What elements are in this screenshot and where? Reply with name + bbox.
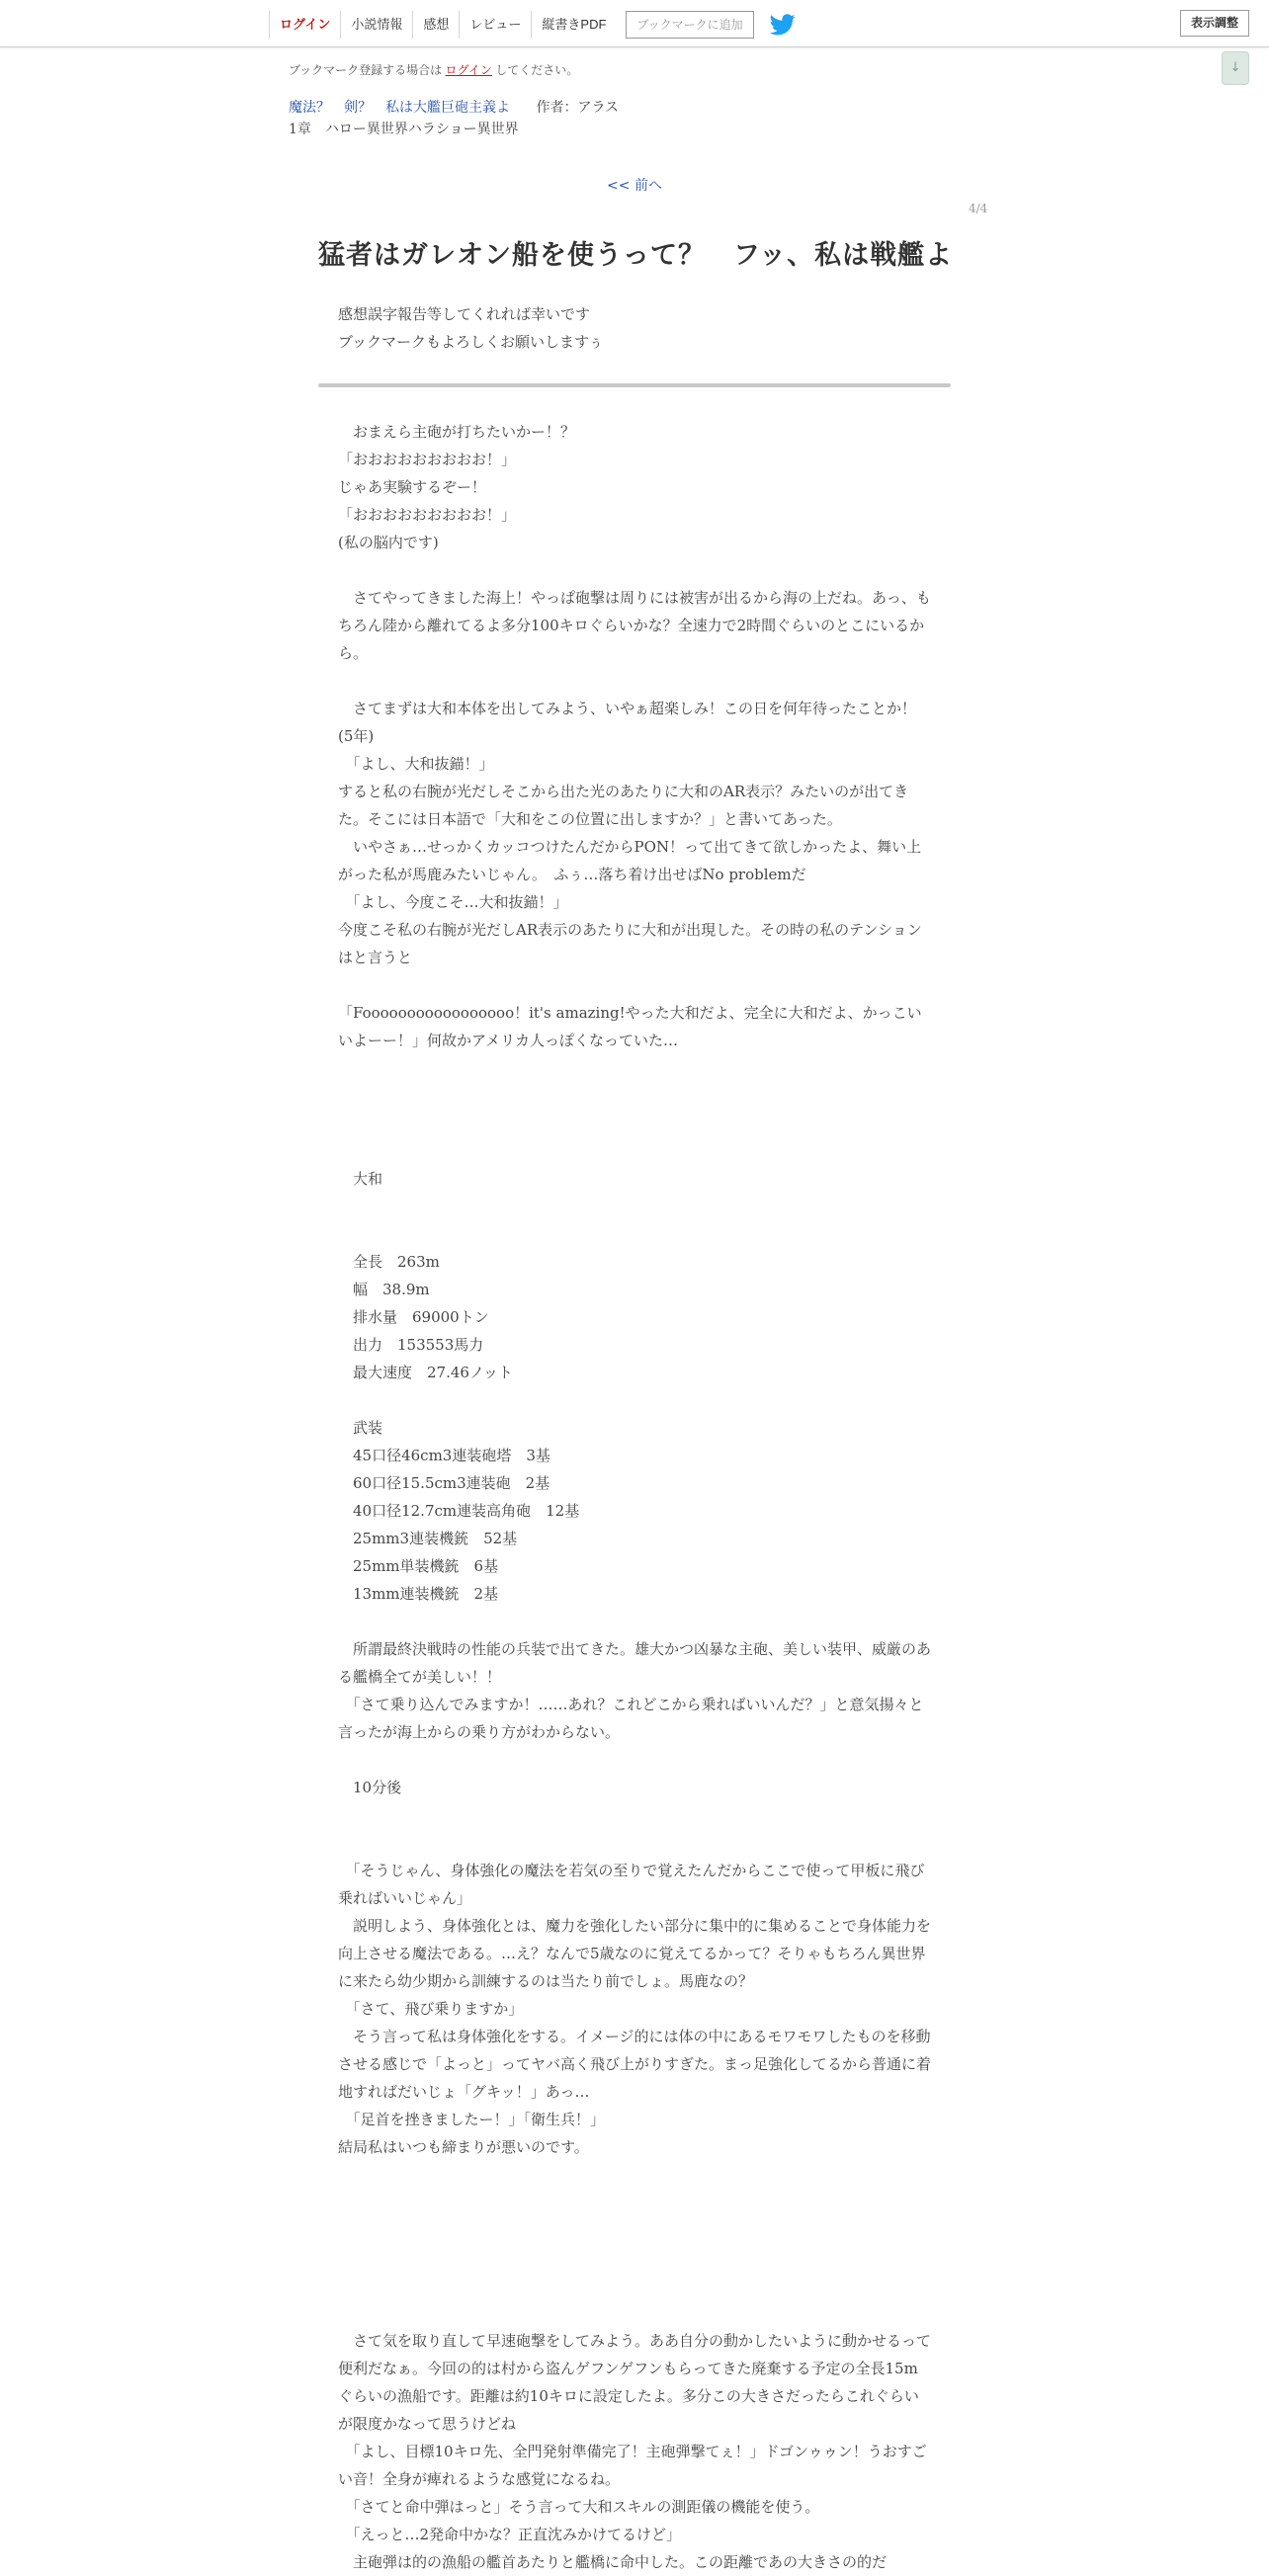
- display-settings-button[interactable]: 表示調整: [1180, 10, 1249, 37]
- body-line: 武装: [338, 1419, 383, 1437]
- body-line: 45口径46cm3連装砲塔 3基: [338, 1447, 550, 1464]
- login-note: [289, 61, 578, 78]
- body-line: 「そうじゃん、身体強化の魔法を若気の至りで覚えたんだからここで使って甲板に飛び乗ればいいじゃん」: [338, 1862, 925, 1907]
- body-line: 13mm連装機銃 2基: [338, 1585, 499, 1603]
- body-line: [338, 2216, 931, 2244]
- body-line: [338, 971, 931, 999]
- chapter-title: 1章 ハロー異世界ハラショー異世界: [289, 122, 519, 137]
- body-line: [338, 1746, 931, 1774]
- nav-login-link[interactable]: ログイン: [269, 11, 340, 39]
- login-note-prefix: ブックマーク登録する場合は: [289, 63, 443, 77]
- nav-menu: [269, 10, 796, 40]
- body-line: [338, 1829, 931, 1857]
- body-line: さてやってきました海上！やっぱ砲撃は周りには被害が出るから海の上だね。あっ、もちろん陸から離れてるよ多分100キロぐらいかな？全速力で2時間ぐらいのとこにいるから。: [338, 589, 931, 662]
- nav-novel-info-link[interactable]: 小説情報: [340, 11, 412, 39]
- body-line: [338, 667, 931, 695]
- body-line: 「Fooooooooooooooooo！it's amazing!やった大和だよ、完全に大和だよ、かっこいいよーー！」何故かアメリカ人っぽくなっていた…: [338, 1004, 922, 1049]
- author-name: 作者：アラス: [536, 100, 620, 116]
- body-line: [338, 1801, 931, 1829]
- body-line: [338, 1608, 931, 1635]
- page-count: 4/4: [969, 202, 988, 215]
- body-line: [338, 2299, 931, 2327]
- login-note-link[interactable]: ログイン: [445, 63, 492, 77]
- body-line: 所謂最終決戦時の性能の兵装で出てきた。雄大かつ凶暴な主砲、美しい装甲、威厳のある艦橋全てが美しい！！: [338, 1640, 932, 1686]
- add-bookmark-button[interactable]: ブックマークに追加: [626, 11, 753, 39]
- body-line: 「さて、飛び乗りますか」: [338, 2000, 524, 2018]
- body-line: [338, 1110, 931, 1137]
- series-title-link[interactable]: 魔法？ 剣？ 私は大艦巨砲主義よ: [289, 100, 510, 116]
- body-line: [338, 1386, 931, 1414]
- preface-line: 感想誤字報告等してくれれば幸いです: [338, 305, 591, 323]
- body-line: さて気を取り直して早速砲撃をしてみよう。ああ自分の動かしたいように動かせるって便利だなぁ。今回の的は村から盗んゲフンゲフンもらってきた廃棄する予定の全長15mぐらいの漁船です。距離は約10キロに設定したよ。多分この大きさだったらこれぐらいが限度かなって思うけどね: [338, 2332, 932, 2433]
- body-line: [338, 2244, 931, 2272]
- body-line: じゃあ実験するぞー！: [338, 478, 487, 496]
- novel-body: [338, 418, 931, 2576]
- nav-vertical-pdf-link[interactable]: 縦書きPDF: [531, 11, 616, 39]
- body-line: 40口径12.7cm連装高角砲 12基: [338, 1502, 580, 1520]
- body-line: 「おおおおおおおおお！」: [338, 506, 517, 524]
- body-line: [338, 2272, 931, 2299]
- body-line: [338, 1220, 931, 1248]
- body-line: おまえら主砲が打ちたいかー！？: [338, 423, 576, 441]
- body-line: [338, 1137, 931, 1165]
- body-line: 「さてと命中弾はっと」そう言って大和スキルの測距儀の機能を使う。: [338, 2498, 820, 2516]
- body-line: 「えっと…2発命中かな？正直沈みかけてるけど」: [338, 2526, 682, 2543]
- body-line: 結局私はいつも締まりが悪いのです。: [338, 2138, 589, 2156]
- nav-review-link[interactable]: レビュー: [459, 11, 531, 39]
- body-line: 25mm単装機銃 6基: [338, 1557, 499, 1575]
- body-line: 25mm3連装機銃 52基: [338, 1530, 518, 1547]
- prev-page-link[interactable]: << 前へ: [607, 178, 662, 194]
- body-line: [338, 2189, 931, 2216]
- body-line: [338, 1054, 931, 1082]
- body-line: 排水量 69000トン: [338, 1308, 489, 1326]
- twitter-bird-icon[interactable]: [770, 14, 796, 36]
- preface-line: ブックマークもよろしくお願いしますぅ: [338, 333, 604, 351]
- body-line: 説明しよう、身体強化とは、魔力を強化したい部分に集中的に集めることで身体能力を向上させる魔法である。…え？なんで5歳なのに覚えてるかって？そりゃもちろん異世界に来たら幼少期から訓練するのは当たり前でしょ。馬鹿なの？: [338, 1917, 932, 1990]
- body-line: そう言って私は身体強化をする。イメージ的には体の中にあるモワモワしたものを移動させる感じで「よっと」ってヤバ高く飛び上がりすぎた。まっ足強化してるから普通に着地すればだいじょ「グキッ！」あっ…: [338, 2028, 932, 2101]
- body-line: 「さて乗り込んでみますか！……あれ？これどこから乗ればいいんだ？」と意気揚々と言ったが海上からの乗り方がわからない。: [338, 1696, 924, 1741]
- episode-title: 猛者はガレオン船を使うって？ フッ、私は戦艦よ: [318, 240, 954, 271]
- body-line: 60口径15.5cm3連装砲 2基: [338, 1474, 550, 1492]
- body-line: 「よし、今度こそ…大和抜錨！」: [338, 893, 568, 911]
- body-line: [338, 1193, 931, 1220]
- body-line: すると私の右腕が光だしそこから出た光のあたりに大和のAR表示？みたいのが出てきた。そこには日本語で「大和をこの位置に出しますか？」と書いてあった。: [338, 783, 909, 828]
- preface: [338, 300, 604, 356]
- nav-impressions-link[interactable]: 感想: [412, 11, 459, 39]
- scroll-down-arrow-icon[interactable]: ↓: [1222, 51, 1249, 85]
- body-line: [338, 556, 931, 584]
- body-line: いやさぁ…せっかくカッコつけたんだからPON！って出てきて欲しかったよ、舞い上がった私が馬鹿みたいじゃん。 ふぅ…落ち着け出せばNo problemだ: [338, 838, 922, 883]
- top-nav-bar: [0, 0, 1269, 47]
- body-line: さてまずは大和本体を出してみよう、いやぁ超楽しみ！この日を何年待ったことか！(5年): [338, 700, 917, 745]
- body-line: 10分後: [338, 1779, 402, 1796]
- body-line: 「よし、目標10キロ先、全門発射準備完了！主砲弾撃てぇ！」ドゴンゥゥン！うおすごい音！全身が痺れるような感覚になるね。: [338, 2443, 927, 2488]
- login-note-suffix: してください。: [495, 63, 579, 77]
- body-line: 幅 38.9m: [338, 1281, 430, 1298]
- preface-divider: [318, 383, 951, 387]
- body-line: (私の脳内です): [338, 534, 439, 551]
- body-line: 主砲弾は的の漁船の艦首あたりと艦橋に命中した。この距離であの大きさの的だ: [338, 2553, 888, 2571]
- body-line: [338, 1082, 931, 1110]
- body-line: 「おおおおおおおおお！」: [338, 451, 517, 468]
- series-info: [289, 97, 619, 117]
- body-line: 「足首を挫きましたー！」「衛生兵！」: [338, 2111, 606, 2128]
- body-line: 出力 153553馬力: [338, 1336, 484, 1354]
- body-line: [338, 2161, 931, 2189]
- body-line: 全長 263m: [338, 1253, 440, 1271]
- body-line: 「よし、大和抜錨！」: [338, 755, 494, 773]
- body-line: 最大速度 27.46ノット: [338, 1364, 513, 1381]
- body-line: 大和: [338, 1170, 383, 1188]
- body-line: 今度こそ私の右腕が光だしAR表示のあたりに大和が出現した。その時の私のテンションはと言うと: [338, 921, 922, 966]
